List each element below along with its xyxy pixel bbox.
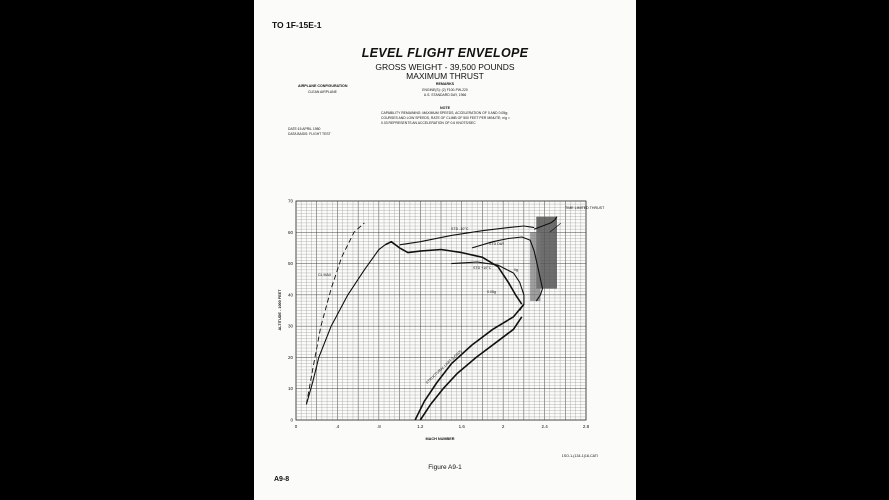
annotation-structural-limit: STRUCTURAL LIMIT (LOAD) [424,349,463,385]
annotation-0g: 0g [514,268,518,272]
note-heading: NOTE [440,106,450,110]
y-tick-label: 0 [290,417,293,423]
date-line: DATE:15 APRIL 1980 [288,127,321,131]
y-tick-label: 30 [287,323,293,329]
annotation-std-minus-10: STD -10°C [451,227,469,231]
figure-caption: Figure A9-1 [428,464,462,471]
x-tick-label: 2.4 [541,424,548,429]
y-tick-label: 40 [287,292,293,298]
config-heading: AIRPLANE CONFIGURATION [298,84,348,88]
remarks-engine: ENGINE(S): (2) F100-PW-220 [422,88,468,92]
x-tick-label: 2 [501,424,505,429]
figure-code: 1SO-1-(134-1)18-CATI [561,454,598,458]
data-basis-line: DATA BASIS: FLIGHT TEST [288,132,331,136]
x-tick-label: 0 [294,424,298,429]
annotation-std-plus-10: STD +10°C [473,266,492,270]
x-tick-label: .8 [376,424,381,429]
y-axis-label: ALTITUDE - 1000 FEET [278,289,282,331]
annotation-std-day: STD DAY [489,242,505,246]
remarks-day: U.S. STANDARD DAY, 1966 [423,93,467,97]
std-day-band [530,232,540,301]
annotation-cl-max: CL MAX [318,273,332,277]
x-tick-label: 2.8 [582,424,590,429]
y-tick-label: 70 [287,198,293,204]
subtitle-weight: GROSS WEIGHT - 39,500 POUNDS [375,62,515,72]
x-axis-label: MACH NUMBER [425,437,455,441]
annotation-005g: 0.05g [487,290,496,294]
page-number: A9-8 [274,476,290,483]
subtitle-thrust: MAXIMUM THRUST [406,71,484,81]
remarks-heading: REMARKS [435,82,455,86]
x-tick-label: 1.2 [417,424,424,429]
y-tick-label: 10 [287,386,293,392]
y-tick-label: 50 [287,261,293,267]
level-flight-envelope-chart [254,0,636,500]
note-text: CAPABILITY REMAINING: MAXIMUM SPEEDS, ACCELERATION OF 0 AND 0.05g; COURSES AND LOW SPEEDS, RATE OF CLIMB OF 500 FEET PER MINUTE; n/g = 0.03 REPRESENTS AN ACCELERATION OF 0.6 KNOTS/SEC [381,111,510,125]
page-title: LEVEL FLIGHT ENVELOPE [361,46,529,60]
document-page [254,0,636,500]
config-value: CLEAN AIRPLANE [308,90,337,94]
x-tick-label: .4 [335,424,340,429]
document-id: TO 1F-15E-1 [272,20,322,30]
x-tick-label: 1.6 [458,424,465,429]
y-tick-label: 60 [287,229,293,235]
annotation-time-limited: TIME LIMITED THRUST [565,206,605,210]
y-tick-label: 20 [287,354,293,360]
